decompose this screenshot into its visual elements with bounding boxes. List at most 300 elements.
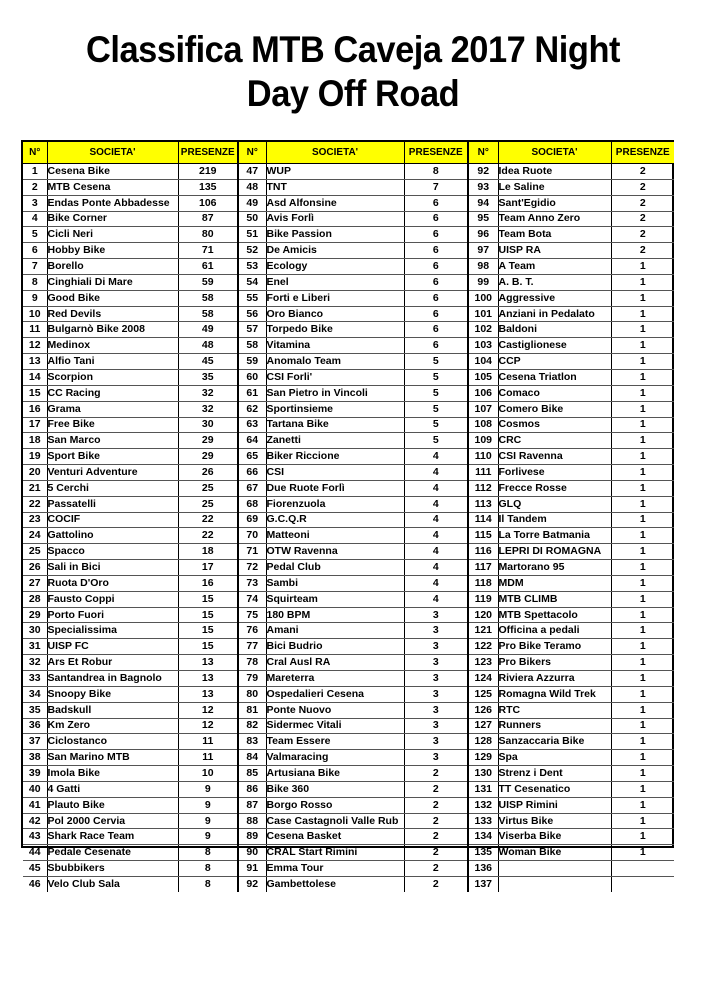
rank-number: 71 — [238, 544, 266, 560]
table-row — [23, 496, 237, 512]
table-row — [23, 829, 237, 845]
team-name: Specialissima — [47, 623, 178, 639]
rank-number: 34 — [23, 686, 47, 702]
team-name: TNT — [266, 179, 404, 195]
team-name: Viserba Bike — [498, 829, 611, 845]
rank-number: 61 — [238, 385, 266, 401]
presenze-count: 58 — [178, 306, 237, 322]
presenze-count: 3 — [404, 686, 467, 702]
rank-number: 55 — [238, 290, 266, 306]
presenze-count: 35 — [178, 369, 237, 385]
team-name: Spacco — [47, 544, 178, 560]
presenze-count: 9 — [178, 829, 237, 845]
rank-number: 74 — [238, 591, 266, 607]
table-row — [468, 781, 674, 797]
team-name: Km Zero — [47, 718, 178, 734]
presenze-count: 29 — [178, 449, 237, 465]
table-row — [238, 306, 467, 322]
presenze-count: 3 — [404, 702, 467, 718]
table-row — [468, 354, 674, 370]
presenze-count: 2 — [404, 813, 467, 829]
rank-number: 8 — [23, 274, 47, 290]
presenze-count: 2 — [611, 211, 674, 227]
table-row — [468, 813, 674, 829]
table-row — [468, 544, 674, 560]
team-name: Aggressive — [498, 290, 611, 306]
table-row — [238, 655, 467, 671]
rank-number: 50 — [238, 211, 266, 227]
rank-number: 56 — [238, 306, 266, 322]
team-name: Pro Bikers — [498, 655, 611, 671]
presenze-count — [611, 876, 674, 891]
rank-number: 125 — [468, 686, 498, 702]
presenze-count: 4 — [404, 496, 467, 512]
table-row — [238, 639, 467, 655]
table-row — [468, 750, 674, 766]
table-row — [238, 227, 467, 243]
table-row — [468, 306, 674, 322]
presenze-count: 16 — [178, 575, 237, 591]
team-name: San Marco — [47, 433, 178, 449]
rank-number: 32 — [23, 655, 47, 671]
table-row — [23, 528, 237, 544]
presenze-count: 1 — [611, 591, 674, 607]
table-row — [23, 845, 237, 861]
header-num: N° — [238, 142, 266, 164]
rank-number: 86 — [238, 781, 266, 797]
table-row — [23, 433, 237, 449]
team-name: Romagna Wild Trek — [498, 686, 611, 702]
header-num: N° — [23, 142, 47, 164]
presenze-count: 1 — [611, 322, 674, 338]
team-name: Tartana Bike — [266, 417, 404, 433]
rank-number: 93 — [468, 179, 498, 195]
presenze-count: 1 — [611, 480, 674, 496]
presenze-count: 1 — [611, 845, 674, 861]
rank-number: 103 — [468, 338, 498, 354]
table-row — [468, 528, 674, 544]
rank-number: 57 — [238, 322, 266, 338]
table-row — [23, 211, 237, 227]
table-row — [23, 591, 237, 607]
rank-number: 107 — [468, 401, 498, 417]
rank-number: 67 — [238, 480, 266, 496]
rank-number: 25 — [23, 544, 47, 560]
team-name: Cesena Basket — [266, 829, 404, 845]
table-row — [238, 496, 467, 512]
presenze-count: 3 — [404, 607, 467, 623]
team-name: COCIF — [47, 512, 178, 528]
presenze-count: 15 — [178, 623, 237, 639]
table-row — [468, 671, 674, 687]
presenze-count: 1 — [611, 639, 674, 655]
presenze-count: 58 — [178, 290, 237, 306]
team-name: Le Saline — [498, 179, 611, 195]
rank-number: 80 — [238, 686, 266, 702]
team-name: CSI — [266, 465, 404, 481]
presenze-count: 6 — [404, 322, 467, 338]
rank-number: 26 — [23, 560, 47, 576]
team-name: Pol 2000 Cervia — [47, 813, 178, 829]
table-row — [238, 243, 467, 259]
table-row — [23, 385, 237, 401]
table-row — [23, 465, 237, 481]
team-name: Cral Ausl RA — [266, 655, 404, 671]
team-name: Cinghiali Di Mare — [47, 274, 178, 290]
rank-number: 62 — [238, 401, 266, 417]
rank-number: 116 — [468, 544, 498, 560]
table-row — [468, 512, 674, 528]
table-row — [23, 369, 237, 385]
rank-number: 28 — [23, 591, 47, 607]
table-row — [468, 274, 674, 290]
team-name: De Amicis — [266, 243, 404, 259]
team-name: Fausto Coppi — [47, 591, 178, 607]
rank-number: 27 — [23, 575, 47, 591]
team-name: CCP — [498, 354, 611, 370]
table-row — [238, 702, 467, 718]
team-name: Borgo Rosso — [266, 797, 404, 813]
table-row — [23, 322, 237, 338]
table-row — [238, 781, 467, 797]
rank-number: 123 — [468, 655, 498, 671]
rank-number: 118 — [468, 575, 498, 591]
rank-number: 6 — [23, 243, 47, 259]
presenze-count: 4 — [404, 591, 467, 607]
presenze-count: 1 — [611, 718, 674, 734]
rank-number: 59 — [238, 354, 266, 370]
rank-number: 115 — [468, 528, 498, 544]
presenze-count: 135 — [178, 179, 237, 195]
presenze-count: 45 — [178, 354, 237, 370]
team-name: Cesena Triatlon — [498, 369, 611, 385]
presenze-count: 9 — [178, 781, 237, 797]
presenze-count: 1 — [611, 829, 674, 845]
presenze-count: 1 — [611, 750, 674, 766]
rank-number: 38 — [23, 750, 47, 766]
rank-number: 92 — [238, 876, 266, 891]
table-row — [468, 639, 674, 655]
presenze-count: 8 — [404, 164, 467, 180]
header-societa: SOCIETA' — [47, 142, 178, 164]
rank-number: 7 — [23, 259, 47, 275]
team-name: Forti e Liberi — [266, 290, 404, 306]
rank-number: 17 — [23, 417, 47, 433]
team-name: Frecce Rosse — [498, 480, 611, 496]
table-row — [468, 496, 674, 512]
rank-number: 43 — [23, 829, 47, 845]
table-row — [468, 845, 674, 861]
table-row — [468, 401, 674, 417]
team-name: Vitamina — [266, 338, 404, 354]
team-name: Sanzaccaria Bike — [498, 734, 611, 750]
team-name: G.C.Q.R — [266, 512, 404, 528]
team-name: Zanetti — [266, 433, 404, 449]
table-row — [238, 401, 467, 417]
rank-number: 47 — [238, 164, 266, 180]
table-row — [238, 623, 467, 639]
table-row — [468, 179, 674, 195]
table-row — [468, 718, 674, 734]
presenze-count: 25 — [178, 480, 237, 496]
rank-number: 128 — [468, 734, 498, 750]
table-row — [23, 338, 237, 354]
presenze-count: 1 — [611, 417, 674, 433]
table-row — [468, 686, 674, 702]
rank-number: 109 — [468, 433, 498, 449]
team-name: Avis Forlì — [266, 211, 404, 227]
rank-number: 73 — [238, 575, 266, 591]
rank-number: 35 — [23, 702, 47, 718]
presenze-count: 5 — [404, 417, 467, 433]
table-row — [468, 227, 674, 243]
rank-number: 52 — [238, 243, 266, 259]
rank-number: 68 — [238, 496, 266, 512]
presenze-count: 2 — [611, 195, 674, 211]
table-row — [468, 164, 674, 180]
table-row — [468, 211, 674, 227]
team-name: Team Essere — [266, 734, 404, 750]
table-row — [23, 480, 237, 496]
team-name: Pedal Club — [266, 560, 404, 576]
rank-number: 54 — [238, 274, 266, 290]
presenze-count: 22 — [178, 528, 237, 544]
table-row — [468, 797, 674, 813]
team-name: Pedale Cesenate — [47, 845, 178, 861]
team-name: OTW Ravenna — [266, 544, 404, 560]
team-name: Bike Corner — [47, 211, 178, 227]
rank-number: 132 — [468, 797, 498, 813]
rank-number: 121 — [468, 623, 498, 639]
table-row — [23, 290, 237, 306]
rank-number: 69 — [238, 512, 266, 528]
presenze-count: 4 — [404, 528, 467, 544]
rank-number: 22 — [23, 496, 47, 512]
header-presenze: PRESENZE — [178, 142, 237, 164]
table-row — [238, 607, 467, 623]
team-name: Fiorenzuola — [266, 496, 404, 512]
presenze-count: 8 — [178, 861, 237, 877]
team-name: UISP FC — [47, 639, 178, 655]
rank-number: 122 — [468, 639, 498, 655]
team-name: Asd Alfonsine — [266, 195, 404, 211]
table-row — [238, 813, 467, 829]
rank-number: 111 — [468, 465, 498, 481]
team-name: Enel — [266, 274, 404, 290]
rank-number: 120 — [468, 607, 498, 623]
header-societa: SOCIETA' — [266, 142, 404, 164]
presenze-count: 2 — [404, 766, 467, 782]
team-name: San Pietro in Vincoli — [266, 385, 404, 401]
rank-number: 36 — [23, 718, 47, 734]
table-row — [238, 750, 467, 766]
team-name: Case Castagnoli Valle Rub — [266, 813, 404, 829]
table-row — [468, 449, 674, 465]
rank-number: 124 — [468, 671, 498, 687]
rank-number: 84 — [238, 750, 266, 766]
team-name: Squirteam — [266, 591, 404, 607]
rank-number: 130 — [468, 766, 498, 782]
table-row — [23, 274, 237, 290]
table-row — [23, 813, 237, 829]
team-name: Strenz i Dent — [498, 766, 611, 782]
presenze-count: 1 — [611, 354, 674, 370]
rank-number: 21 — [23, 480, 47, 496]
table-row — [238, 718, 467, 734]
rank-number: 83 — [238, 734, 266, 750]
presenze-count: 13 — [178, 671, 237, 687]
team-name: Badskull — [47, 702, 178, 718]
presenze-count: 61 — [178, 259, 237, 275]
team-name: MTB CLIMB — [498, 591, 611, 607]
presenze-count: 71 — [178, 243, 237, 259]
header-presenze: PRESENZE — [611, 142, 674, 164]
table-row — [468, 607, 674, 623]
presenze-count: 1 — [611, 306, 674, 322]
table-row — [238, 671, 467, 687]
presenze-count: 106 — [178, 195, 237, 211]
table-row — [238, 211, 467, 227]
rank-number: 137 — [468, 876, 498, 891]
ranking-table-1 — [23, 142, 237, 892]
presenze-count: 9 — [178, 797, 237, 813]
team-name: Imola Bike — [47, 766, 178, 782]
rank-number: 99 — [468, 274, 498, 290]
rank-number: 94 — [468, 195, 498, 211]
rank-number: 89 — [238, 829, 266, 845]
team-name: UISP Rimini — [498, 797, 611, 813]
presenze-count: 1 — [611, 797, 674, 813]
table-row — [238, 766, 467, 782]
presenze-count: 6 — [404, 274, 467, 290]
team-name: Martorano 95 — [498, 560, 611, 576]
rank-number: 23 — [23, 512, 47, 528]
team-name: Porto Fuori — [47, 607, 178, 623]
team-name: Sant'Egidio — [498, 195, 611, 211]
presenze-count: 18 — [178, 544, 237, 560]
presenze-count: 6 — [404, 259, 467, 275]
team-name: MDM — [498, 575, 611, 591]
team-name: Sbubbikers — [47, 861, 178, 877]
presenze-count: 10 — [178, 766, 237, 782]
presenze-count: 1 — [611, 766, 674, 782]
rank-number: 110 — [468, 449, 498, 465]
rank-number: 100 — [468, 290, 498, 306]
table-row — [238, 290, 467, 306]
table-header-row — [238, 142, 467, 164]
table-row — [468, 385, 674, 401]
table-row — [23, 401, 237, 417]
presenze-count: 9 — [178, 813, 237, 829]
team-name: UISP RA — [498, 243, 611, 259]
table-row — [23, 686, 237, 702]
table-row — [23, 797, 237, 813]
presenze-count: 4 — [404, 465, 467, 481]
rank-number: 72 — [238, 560, 266, 576]
table-row — [468, 195, 674, 211]
rank-number: 136 — [468, 861, 498, 877]
header-num: N° — [468, 142, 498, 164]
table-row — [238, 274, 467, 290]
rank-number: 3 — [23, 195, 47, 211]
rank-number: 102 — [468, 322, 498, 338]
rank-number: 20 — [23, 465, 47, 481]
presenze-count: 49 — [178, 322, 237, 338]
rank-number: 39 — [23, 766, 47, 782]
team-name: 180 BPM — [266, 607, 404, 623]
team-name: Matteoni — [266, 528, 404, 544]
rank-number: 11 — [23, 322, 47, 338]
presenze-count: 26 — [178, 465, 237, 481]
table-row — [468, 766, 674, 782]
rank-number: 30 — [23, 623, 47, 639]
table-row — [23, 259, 237, 275]
table-row — [238, 338, 467, 354]
presenze-count: 6 — [404, 195, 467, 211]
presenze-count: 11 — [178, 750, 237, 766]
table-row — [23, 671, 237, 687]
presenze-count: 1 — [611, 575, 674, 591]
presenze-count: 2 — [404, 797, 467, 813]
table-row — [23, 449, 237, 465]
presenze-count: 32 — [178, 385, 237, 401]
ranking-table-3 — [467, 142, 674, 892]
presenze-count: 13 — [178, 655, 237, 671]
table-row — [238, 164, 467, 180]
rank-number: 117 — [468, 560, 498, 576]
presenze-count: 6 — [404, 227, 467, 243]
team-name: GLQ — [498, 496, 611, 512]
presenze-count: 87 — [178, 211, 237, 227]
presenze-count: 11 — [178, 734, 237, 750]
table-row — [23, 639, 237, 655]
table-row — [468, 369, 674, 385]
presenze-count: 6 — [404, 211, 467, 227]
table-row — [23, 575, 237, 591]
rank-number: 45 — [23, 861, 47, 877]
rank-number: 1 — [23, 164, 47, 180]
rank-number: 135 — [468, 845, 498, 861]
team-name: Castiglionese — [498, 338, 611, 354]
rank-number: 70 — [238, 528, 266, 544]
presenze-count: 1 — [611, 560, 674, 576]
table-row — [468, 322, 674, 338]
rank-number: 134 — [468, 829, 498, 845]
table-row — [23, 243, 237, 259]
table-row — [468, 591, 674, 607]
presenze-count — [611, 861, 674, 877]
rank-number: 77 — [238, 639, 266, 655]
presenze-count: 4 — [404, 575, 467, 591]
presenze-count: 1 — [611, 259, 674, 275]
table-row — [23, 179, 237, 195]
team-name: Sali in Bici — [47, 560, 178, 576]
team-name: LEPRI DI ROMAGNA — [498, 544, 611, 560]
presenze-count: 5 — [404, 385, 467, 401]
presenze-count: 1 — [611, 338, 674, 354]
presenze-count: 3 — [404, 623, 467, 639]
table-row — [23, 195, 237, 211]
presenze-count: 3 — [404, 639, 467, 655]
team-name: Spa — [498, 750, 611, 766]
rank-number: 87 — [238, 797, 266, 813]
team-name: Venturi Adventure — [47, 465, 178, 481]
rank-number: 131 — [468, 781, 498, 797]
presenze-count: 7 — [404, 179, 467, 195]
table-row — [238, 417, 467, 433]
table-row — [468, 623, 674, 639]
presenze-count: 4 — [404, 544, 467, 560]
